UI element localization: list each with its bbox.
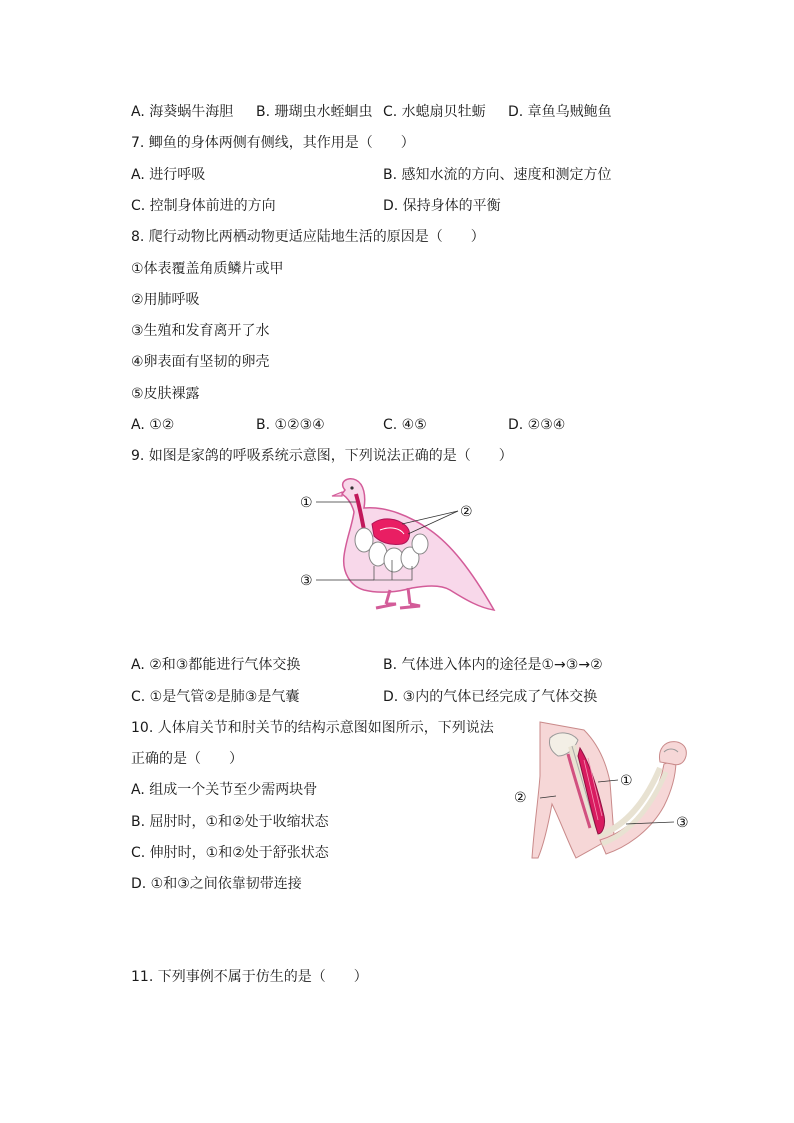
q7-option-d: D. 保持身体的平衡	[383, 198, 501, 214]
q9-option-c: C. ①是气管②是肺③是气囊	[131, 689, 300, 705]
q9-option-d: D. ③内的气体已经完成了气体交换	[383, 689, 598, 705]
q10-stem-line1: 10. 人体肩关节和肘关节的结构示意图如图所示，下列说法	[131, 720, 494, 736]
q7-option-c: C. 控制身体前进的方向	[131, 198, 276, 214]
q8-option-b: B. ①②③④	[256, 417, 325, 433]
arm-label-2: ②	[514, 790, 527, 806]
q6-option-a: A. 海葵蜗牛海胆	[131, 104, 234, 120]
q11-stem: 11. 下列事例不属于仿生的是（ ）	[131, 969, 368, 985]
pigeon-respiratory-figure	[290, 468, 500, 618]
q6-option-d: D. 章鱼乌贼鲍鱼	[508, 104, 612, 120]
q6-option-b: B. 珊瑚虫水蛭蛔虫	[256, 104, 373, 120]
arm-label-3: ③	[676, 815, 689, 831]
q10-option-b: B. 屈肘时，①和②处于收缩状态	[131, 814, 329, 830]
q7-option-b: B. 感知水流的方向、速度和测定方位	[383, 167, 612, 183]
q9-option-b: B. 气体进入体内的途径是①→③→②	[383, 657, 603, 673]
q10-option-c: C. 伸肘时，①和②处于舒张状态	[131, 845, 329, 861]
pigeon-label-1: ①	[300, 495, 313, 511]
q8-option-d: D. ②③④	[508, 417, 566, 433]
q8-item-4: ④卵表面有坚韧的卵壳	[131, 354, 270, 370]
q7-option-a: A. 进行呼吸	[131, 167, 206, 183]
q8-item-2: ②用肺呼吸	[131, 292, 200, 308]
q6-option-c: C. 水螅扇贝牡蛎	[383, 104, 486, 120]
pigeon-label-2: ②	[460, 504, 473, 520]
pigeon-label-3: ③	[300, 573, 313, 589]
q8-option-c: C. ④⑤	[383, 417, 427, 433]
q7-stem: 7. 鲫鱼的身体两侧有侧线，其作用是（ ）	[131, 135, 415, 151]
q9-stem: 9. 如图是家鸽的呼吸系统示意图，下列说法正确的是（ ）	[131, 448, 513, 464]
q8-item-5: ⑤皮肤裸露	[131, 386, 200, 402]
q8-option-a: A. ①②	[131, 417, 175, 433]
q8-stem: 8. 爬行动物比两栖动物更适应陆地生活的原因是（ ）	[131, 229, 485, 245]
q8-item-1: ①体表覆盖角质鳞片或甲	[131, 261, 284, 277]
arm-label-1: ①	[620, 773, 633, 789]
arm-joint-figure	[510, 716, 694, 862]
q9-option-a: A. ②和③都能进行气体交换	[131, 657, 301, 673]
q10-stem-line2: 正确的是（ ）	[131, 751, 243, 767]
q10-option-d: D. ①和③之间依靠韧带连接	[131, 876, 302, 892]
q10-option-a: A. 组成一个关节至少需两块骨	[131, 782, 318, 798]
q8-item-3: ③生殖和发育离开了水	[131, 323, 270, 339]
